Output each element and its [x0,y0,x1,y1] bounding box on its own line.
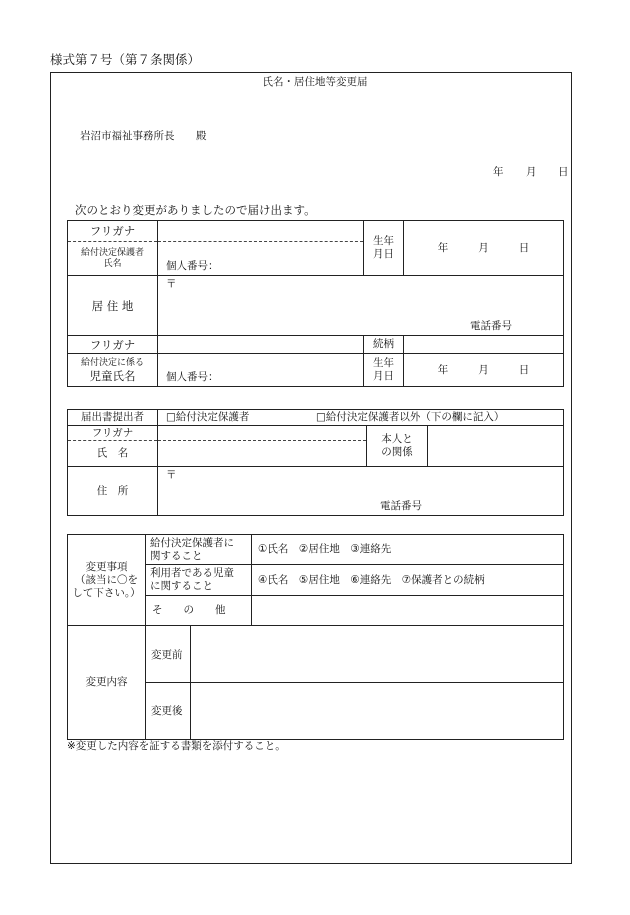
addressee: 岩沼市福祉事務所長 [80,130,175,142]
guardian-name-sublabel: 氏名 [103,258,122,269]
birth-label-line2: 月日 [373,248,394,260]
birth-day: 日 [518,241,530,254]
submitter-postal-mark: 〒 [166,469,177,481]
residence-field[interactable] [158,276,564,336]
child-birth-year: 年 [437,363,449,376]
child-name-field[interactable] [158,354,364,387]
child-category-label [146,565,252,596]
submitter-options [158,410,564,426]
child-label-line2: 児童氏名 [89,368,136,383]
submitter-label: 届出書提出者 [68,410,158,426]
option-guardian-checkbox[interactable]: □給付決定保護者 [166,411,250,423]
relation-label: 続柄 [364,336,404,354]
intro-text: 次のとおり変更がありましたので届け出ます。 [75,203,316,217]
change-items-line2: （該当に〇を [75,573,138,586]
relation-line1: 本人と [381,433,413,445]
child-label-line1: 給付決定に係る [80,357,144,368]
submitter-name-field[interactable] [158,441,367,467]
submitter-relation-field[interactable] [428,426,564,467]
submitter-address-label: 住 所 [68,467,158,516]
child-personal-number-label: 個人番号： [166,371,219,383]
guardian-name-label [68,242,158,276]
change-items-line3: して下さい。） [72,586,141,599]
child-furigana-field[interactable] [158,336,364,354]
birthdate-label [364,221,404,276]
submitter-address-field[interactable] [158,467,564,516]
child-options[interactable]: ④氏名 ⑤居住地 ⑥連絡先 ⑦保護者との続柄 [252,565,564,596]
birthdate-field[interactable] [404,221,564,276]
guardian-options[interactable]: ①氏名 ②居住地 ③連絡先 [252,535,564,565]
child-birth-line1: 生年 [373,357,394,369]
birth-month: 月 [478,241,489,254]
footnote: ※変更した内容を証する書類を添付すること。 [67,740,286,752]
before-field[interactable] [191,626,564,683]
date-month: 月 [526,166,537,178]
child-birthdate-label [364,354,404,387]
change-items-label [68,535,146,626]
submitter-furigana-label: フリガナ [68,426,158,441]
guardian-category-label [146,535,252,565]
relation-field[interactable] [404,336,564,354]
form-number-label: 様式第７号（第７条関係） [50,52,201,67]
furigana-field[interactable] [158,221,364,242]
after-label: 変更後 [146,683,191,740]
child-furigana-label: フリガナ [68,336,158,354]
guardian-cat-line1: 給付決定保護者に [150,536,234,549]
guardian-child-table [67,220,564,387]
child-birthdate-field[interactable] [404,354,564,387]
child-cat-line1: 利用者である児童 [150,567,234,579]
child-name-label [68,354,158,387]
after-field[interactable] [191,683,564,740]
change-items-table [67,534,564,740]
personal-number-label: 個人番号： [166,260,219,272]
submitter-furigana-field[interactable] [158,426,367,441]
date-year: 年 [493,166,504,178]
child-birth-day: 日 [518,363,530,376]
birth-year: 年 [437,241,449,254]
other-field[interactable] [252,596,564,626]
honorific: 殿 [196,130,207,142]
submitter-name-label: 氏 名 [68,441,158,467]
submitter-phone-label: 電話番号 [380,500,422,512]
furigana-label: フリガナ [68,221,158,242]
guardian-label: 給付決定保護者 [80,247,144,258]
form-title: 氏名・居住地等変更届 [262,76,368,88]
phone-label: 電話番号 [470,320,512,332]
change-items-line1: 変更事項 [85,560,128,573]
option-other-checkbox[interactable]: □給付決定保護者以外（下の欄に記入） [316,411,505,423]
birth-label-line1: 生年 [373,235,394,247]
change-content-label: 変更内容 [68,626,146,740]
other-label: そ の 他 [146,596,252,626]
guardian-cat-line2: 関すること [150,549,203,562]
postal-mark: 〒 [166,278,177,290]
child-cat-line2: に関すること [150,580,213,592]
child-birth-line2: 月日 [373,370,394,382]
date-day: 日 [558,166,569,178]
residence-label: 居 住 地 [68,276,158,336]
guardian-name-field[interactable] [158,242,364,276]
before-label: 変更前 [146,626,191,683]
submitter-relation-label [367,426,428,467]
submitter-table [67,409,564,516]
child-birth-month: 月 [478,363,489,376]
relation-line2: の関係 [381,446,413,458]
